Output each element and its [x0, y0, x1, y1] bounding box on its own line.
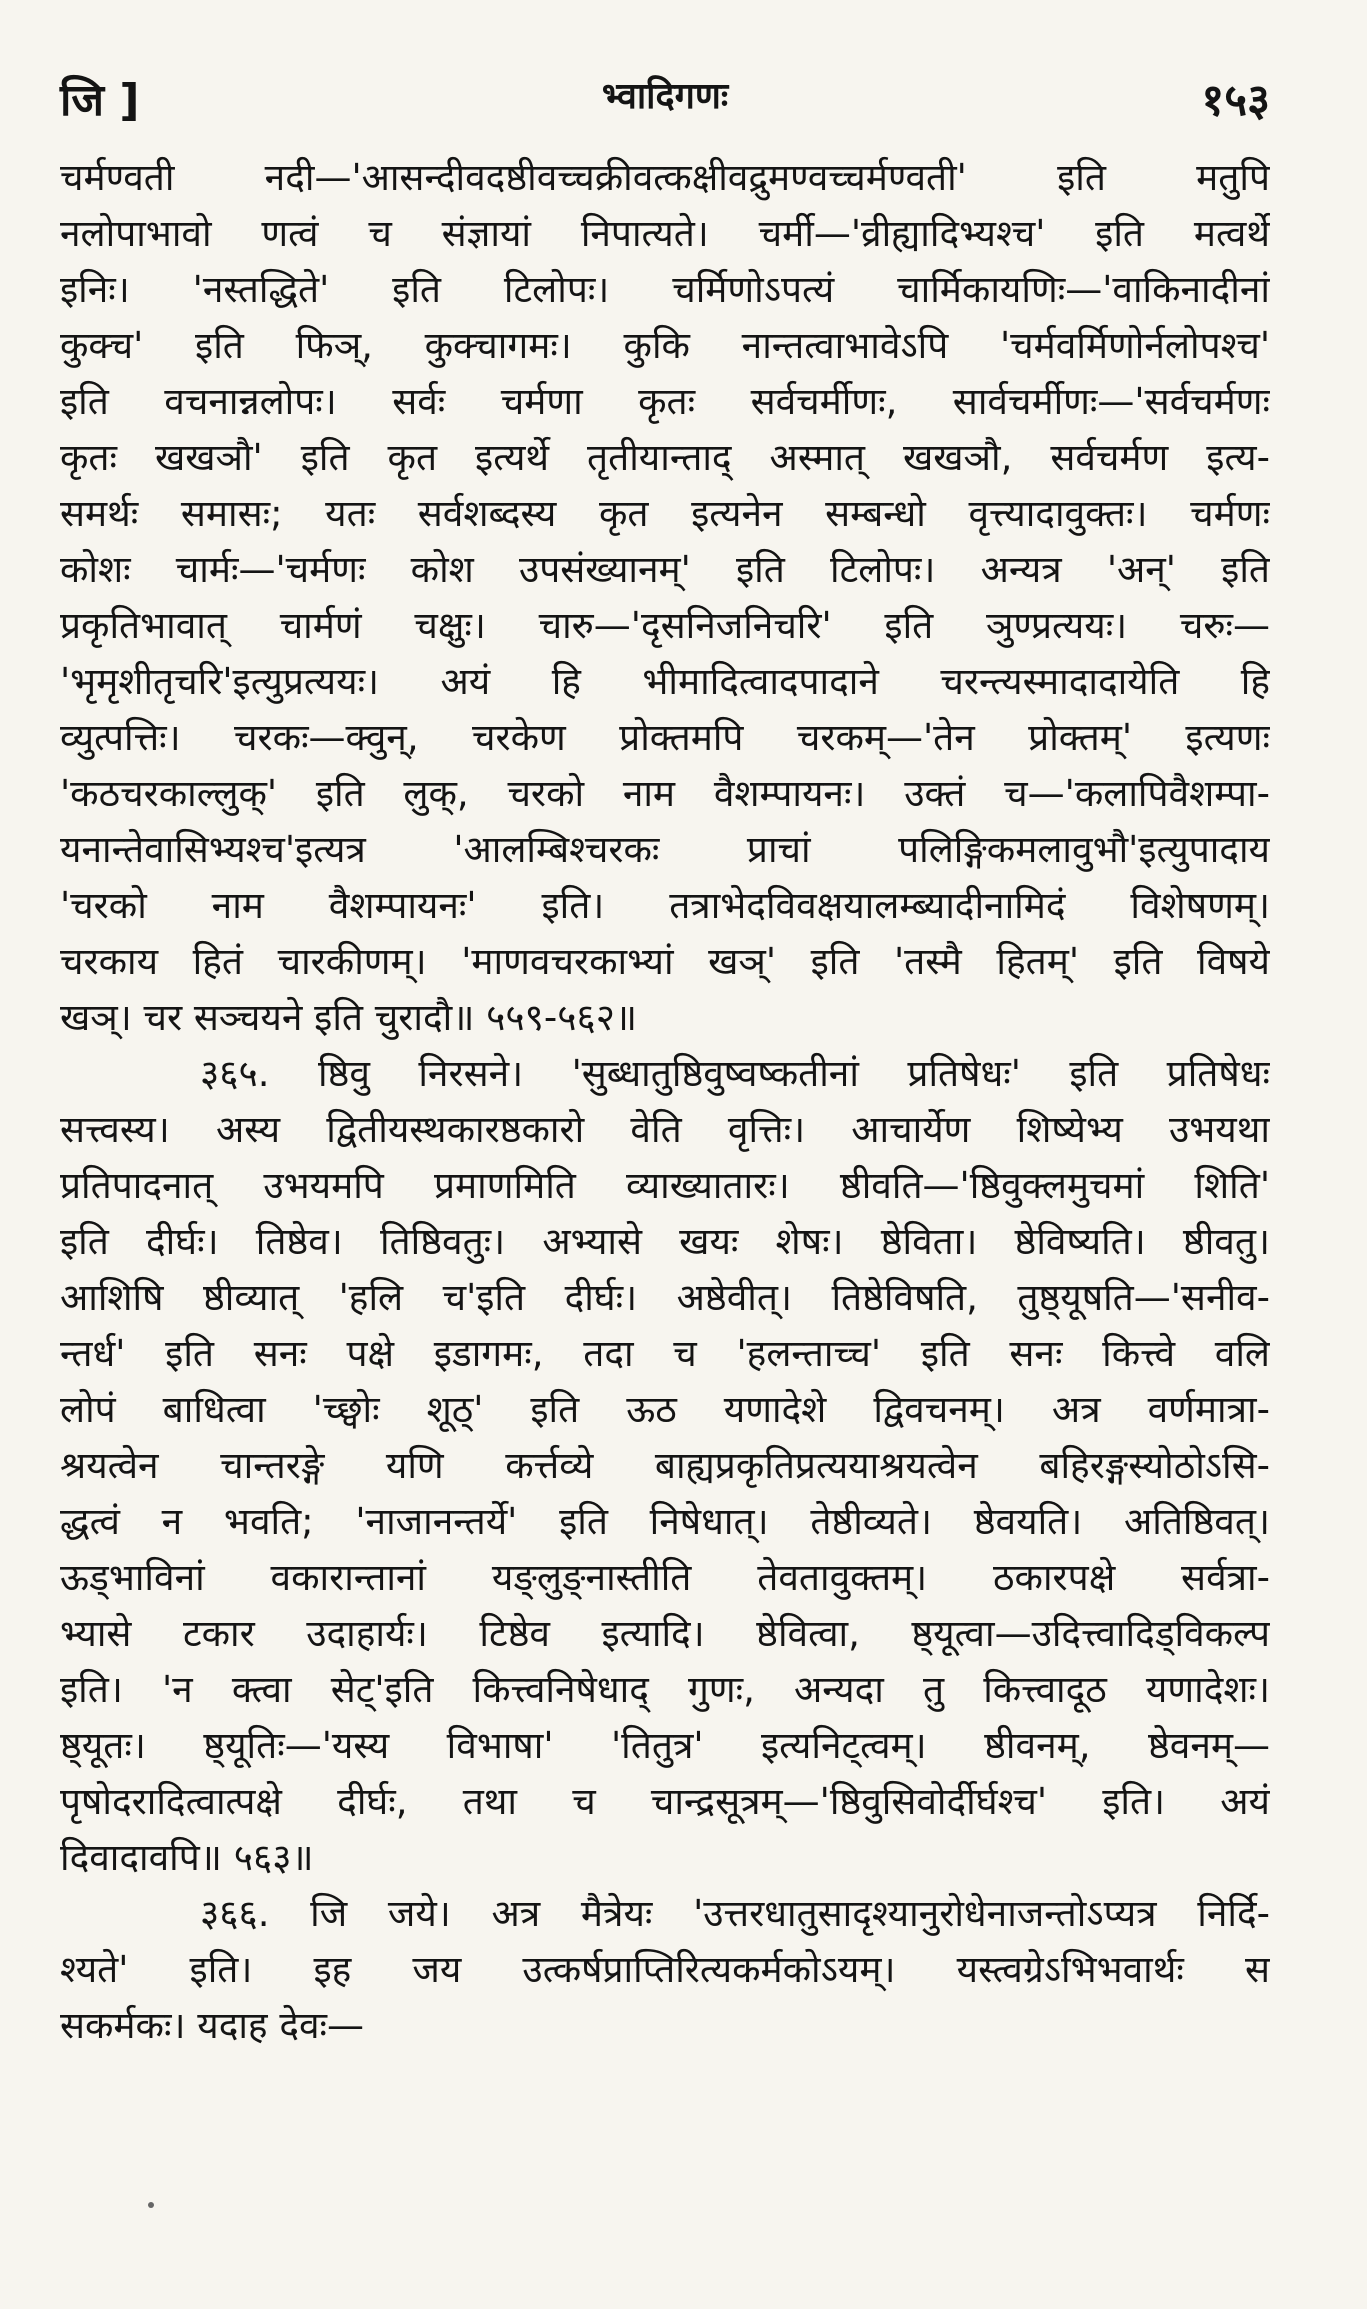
text-line: नलोपाभावो णत्वं च संज्ञायां निपात्यते। चर्मी—'व्रीह्यादिभ्यश्च' इति मत्वर्थे — [60, 212, 1270, 255]
text-line: कोशः चार्मः—'चर्मणः कोश उपसंख्यानम्' इति टिलोपः। अन्यत्र 'अन्' इति — [60, 548, 1270, 591]
header-section-label: जि ] — [60, 75, 140, 126]
text-line: न्तर्ध' इति सनः पक्षे इडागमः, तदा च 'हलन्ताच्च' इति सनः कित्त्वे वलि — [60, 1332, 1270, 1375]
text-line: खञ्। चर सञ्चयने इति चुरादौ॥ ५५९-५६२॥ — [60, 996, 638, 1039]
text-line: श्यते' इति। इह जय उत्कर्षप्राप्तिरित्यकर्मकोऽयम्। यस्त्वग्रेऽभिभवार्थः स — [60, 1948, 1270, 1991]
text-line: इति। 'न क्त्वा सेट्'इति कित्त्वनिषेधाद् गुणः, अन्यदा तु कित्त्वादूठ यणादेशः। — [60, 1668, 1270, 1711]
text-line: आशिषि ष्ठीव्यात् 'हलि च'इति दीर्घः। अष्ठेवीत्। तिष्ठेविषति, तुष्ठ्यूषति—'सनीव- — [60, 1276, 1270, 1319]
page-header — [60, 68, 1270, 128]
text-line: इनिः। 'नस्तद्धिते' इति टिलोपः। चर्मिणोऽपत्यं चार्मिकायणिः—'वाकिनादीनां — [60, 268, 1270, 311]
text-line: चर्मण्वती नदी—'आसन्दीवदष्ठीवच्चक्रीवत्कक्षीवद्रुमण्वच्चर्मण्वती' इति मतुपि — [60, 156, 1270, 199]
text-line: चरकाय हितं चारकीणम्। 'माणवचरकाभ्यां खञ्' इति 'तस्मै हितम्' इति विषये — [60, 940, 1270, 983]
page-number: १५३ — [1201, 75, 1270, 126]
text-line: समर्थः समासः; यतः सर्वशब्दस्य कृत इत्यनेन सम्बन्धो वृत्त्यादावुक्तः। चर्मणः — [60, 492, 1270, 535]
text-line: 'चरको नाम वैशम्पायनः' इति। तत्राभेदविवक्षयालम्ब्यादीनामिदं विशेषणम्। — [60, 884, 1270, 927]
text-line: लोपं बाधित्वा 'च्छ्वोः शूठ्' इति ऊठ यणादेशे द्विवचनम्। अत्र वर्णमात्रा- — [60, 1388, 1270, 1431]
text-line: इति वचनान्नलोपः। सर्वः चर्मणा कृतः सर्वचर्मीणः, सार्वचर्मीणः—'सर्वचर्मणः — [60, 380, 1270, 423]
text-line: ऊड्भाविनां वकारान्तानां यङ्लुङ्नास्तीति तेवतावुक्तम्। ठकारपक्षे सर्वत्रा- — [60, 1556, 1270, 1599]
text-line: ष्ठ्यूतः। ष्ठ्यूतिः—'यस्य विभाषा' 'तितुत्र' इत्यनिट्त्वम्। ष्ठीवनम्, ष्ठेवनम्— — [60, 1724, 1270, 1767]
paragraph-start-line: ३६५. ष्ठिवु निरसने। 'सुब्धातुष्ठिवुष्वष्कतीनां प्रतिषेधः' इति प्रतिषेधः — [200, 1052, 1270, 1095]
text-line: प्रतिपादनात् उभयमपि प्रमाणमिति व्याख्यातारः। ष्ठीवति—'ष्ठिवुक्लमुचमां शिति' — [60, 1164, 1270, 1207]
text-line: इति दीर्घः। तिष्ठेव। तिष्ठिवतुः। अभ्यासे खयः शेषः। ष्ठेविता। ष्ठेविष्यति। ष्ठीवतु। — [60, 1220, 1270, 1263]
header-title: भ्वादिगणः — [601, 76, 729, 117]
page-speck — [148, 2202, 154, 2208]
text-line: 'कठचरकाल्लुक्' इति लुक्, चरको नाम वैशम्पायनः। उक्तं च—'कलापिवैशम्पा- — [60, 772, 1270, 815]
text-line: भ्यासे टकार उदाहार्यः। टिष्ठेव इत्यादि। ष्ठेवित्वा, ष्ठ्यूत्वा—उदित्त्वादिड्विकल्प — [60, 1612, 1270, 1655]
text-line: द्धत्वं न भवति; 'नाजानन्तर्ये' इति निषेधात्। तेष्ठीव्यते। ष्ठेवयति। अतिष्ठिवत्। — [60, 1500, 1270, 1543]
text-line: प्रकृतिभावात् चार्मणं चक्षुः। चारु—'दृसनिजनिचरि' इति ञुण्प्रत्ययः। चरुः— — [60, 604, 1270, 647]
text-line: कृतः खखञौ' इति कृत इत्यर्थे तृतीयान्ताद् अस्मात् खखञौ, सर्वचर्मण इत्य- — [60, 436, 1270, 479]
text-line: श्रयत्वेन चान्तरङ्गे यणि कर्त्तव्ये बाह्यप्रकृतिप्रत्ययाश्रयत्वेन बहिरङ्गस्योठोऽसि- — [60, 1444, 1270, 1487]
text-line: सत्त्वस्य। अस्य द्वितीयस्थकारष्ठकारो वेति वृत्तिः। आचार्येण शिष्येभ्य उभयथा — [60, 1108, 1270, 1151]
paragraph-start-line: ३६६. जि जये। अत्र मैत्रेयः 'उत्तरधातुसादृश्यानुरोधेनाजन्तोऽप्यत्र निर्दि- — [200, 1892, 1270, 1935]
text-line: 'भृमृशीतृचरि'इत्युप्रत्ययः। अयं हि भीमादित्वादपादाने चरन्त्यस्मादादायेति हि — [60, 660, 1270, 703]
body-text — [60, 150, 1270, 2054]
text-line: यनान्तेवासिभ्यश्च'इत्यत्र 'आलम्बिश्चरकः प्राचां पलिङ्गिकमलावुभौ'इत्युपादाय — [60, 828, 1270, 871]
text-line: पृषोदरादित्वात्पक्षे दीर्घः, तथा च चान्द्रसूत्रम्—'ष्ठिवुसिवोर्दीर्घश्च' इति। अयं — [60, 1780, 1270, 1823]
text-line: कुक्च' इति फिञ्, कुक्चागमः। कुकि नान्तत्वाभावेऽपि 'चर्मवर्मिणोर्नलोपश्च' — [60, 324, 1270, 367]
text-line: व्युत्पत्तिः। चरकः—क्वुन्, चरकेण प्रोक्तमपि चरकम्—'तेन प्रोक्तम्' इत्यणः — [60, 716, 1270, 759]
text-line: दिवादावपि॥ ५६३॥ — [60, 1836, 314, 1879]
text-line: सकर्मकः। यदाह देवः— — [60, 2004, 365, 2047]
